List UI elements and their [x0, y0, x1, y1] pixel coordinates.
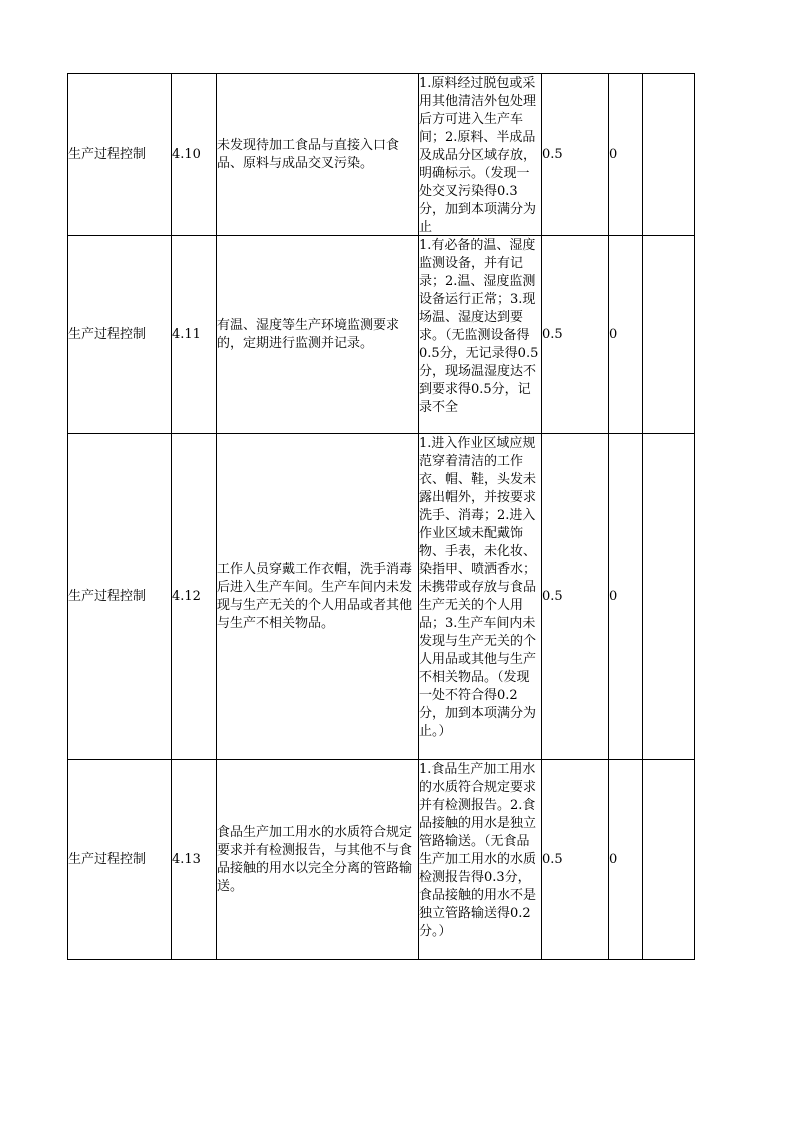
requirement-cell: 未发现待加工食品与直接入口食品、原料与成品交叉污染。 [217, 74, 419, 236]
method-cell [419, 434, 542, 760]
table-row [68, 74, 695, 236]
blank-cell [643, 434, 695, 760]
method-text: 1.进入作业区域应规范穿着清洁的工作衣、帽、鞋，头发未露出帽外，并按要求洗手、消毒；2.进入作业区域未配戴饰物、手表，未化妆、染指甲、喷洒香水；未携带或存放与食品生产无关的个人用品；3.生产车间内未发现与生产无关的个人用品或其他与生产不相关物品。（发现一处不符合得0.2分，加到本项满分为止。） [419, 435, 537, 739]
method-text: 1.食品生产加工用水的水质符合规定要求并有检测报告。2.食品接触的用水是独立管路输送。（无食品生产加工用水的水质检测报告得0.3分，食品接触的用水不是独立管路输送得0.2分。） [419, 761, 537, 939]
requirement-cell: 食品生产加工用水的水质符合规定要求并有检测报告，与其他不与食品接触的用水以完全分离的管路输送。 [217, 760, 419, 960]
method-cell [419, 236, 542, 434]
category-cell: 生产过程控制 [68, 434, 172, 760]
method-text: 1.有必备的温、湿度监测设备，并有记录；2.温、湿度监测设备运行正常；3.现场温、湿度达到要求。（无监测设备得0.5分，无记录得0.5分，现场温湿度达不到要求得0.5分，记录不全 [419, 237, 539, 415]
deduction-cell: 0 [609, 74, 643, 236]
item-number-cell: 4.13 [172, 760, 217, 960]
score-cell: 0.5 [542, 434, 609, 760]
blank-cell [643, 74, 695, 236]
deduction-cell: 0 [609, 434, 643, 760]
deduction-cell: 0 [609, 760, 643, 960]
item-number-cell: 4.11 [172, 236, 217, 434]
table-row [68, 236, 695, 434]
requirement-cell: 有温、湿度等生产环境监测要求的，定期进行监测并记录。 [217, 236, 419, 434]
deduction-cell: 0 [609, 236, 643, 434]
blank-cell [643, 760, 695, 960]
item-number-cell: 4.10 [172, 74, 217, 236]
table-row [68, 760, 695, 960]
inspection-table [67, 73, 695, 960]
category-cell: 生产过程控制 [68, 760, 172, 960]
method-text: 1.原料经过脱包或采用其他清洁外包处理后方可进入生产车间；2.原料、半成品及成品分区域存放，明确标示。（发现一处交叉污染得0.3分，加到本项满分为止 [419, 75, 537, 235]
item-number-cell: 4.12 [172, 434, 217, 760]
category-cell: 生产过程控制 [68, 236, 172, 434]
score-cell: 0.5 [542, 236, 609, 434]
blank-cell [643, 236, 695, 434]
score-cell: 0.5 [542, 760, 609, 960]
score-cell: 0.5 [542, 74, 609, 236]
table-row [68, 434, 695, 760]
method-cell [419, 74, 542, 236]
requirement-cell: 工作人员穿戴工作衣帽，洗手消毒后进入生产车间。生产车间内未发现与生产无关的个人用品或者其他与生产不相关物品。 [217, 434, 419, 760]
category-cell: 生产过程控制 [68, 74, 172, 236]
method-cell [419, 760, 542, 960]
